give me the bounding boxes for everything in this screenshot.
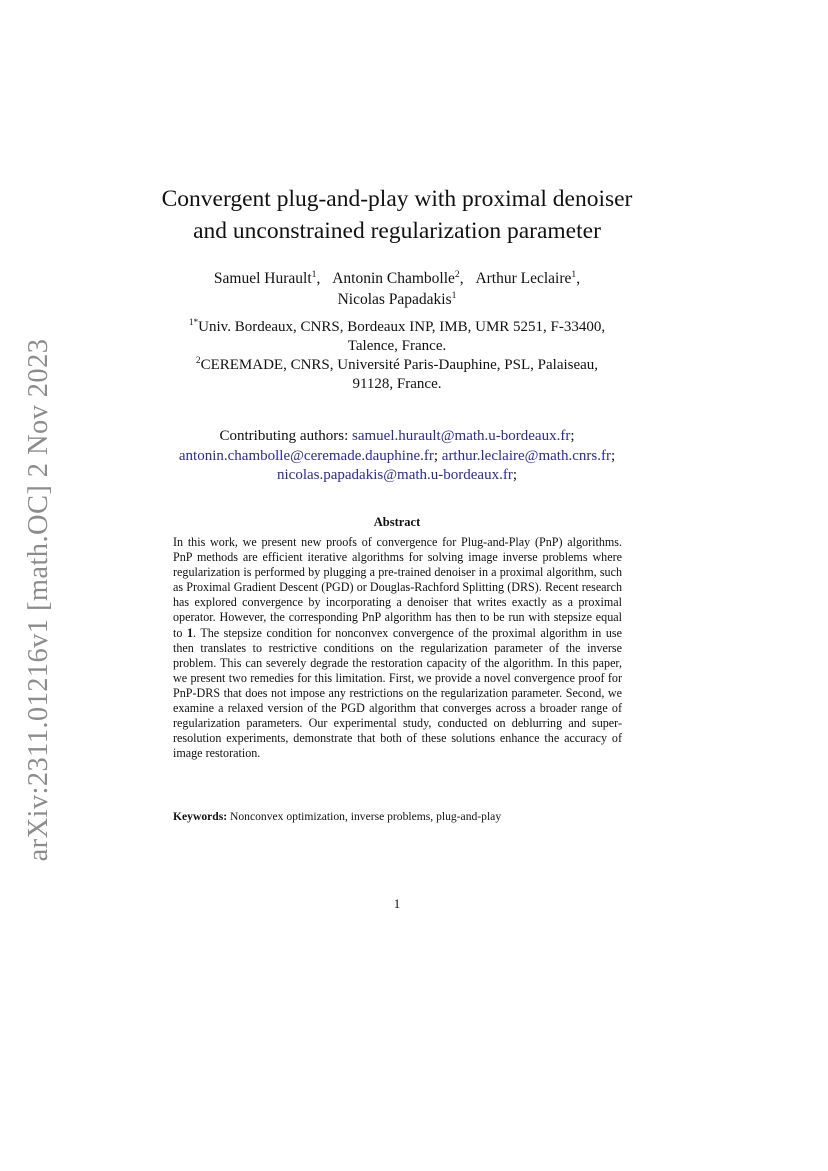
arxiv-side-identifier: [19, 338, 59, 862]
affiliations: [0, 318, 794, 394]
email-link[interactable]: arthur.leclaire@math.cnrs.fr: [441, 447, 611, 464]
keywords: [173, 809, 622, 824]
keywords-label: Keywords:: [173, 810, 228, 823]
abstract-heading: Abstract: [373, 515, 421, 529]
author: Samuel Hurault$^1$,: [213, 268, 321, 287]
author: Antonin Chambolle$^2$,: [332, 268, 464, 287]
email-link[interactable]: nicolas.papadakis@math.u-bordeaux.fr: [277, 467, 513, 483]
affiliation-2: $^2$CEREMADE, CNRS, Université Paris-Dauphine, PSL, Palaiseau,: [195, 356, 599, 373]
email-link[interactable]: samuel.hurault@math.u-bordeaux.fr: [352, 428, 571, 444]
affiliation-1: $^{1*}$Univ. Bordeaux, CNRS, Bordeaux INP, IMB, UMR 5251, F-33400,: [188, 318, 606, 335]
page-number: 1: [393, 896, 401, 911]
author: Nicolas Papadakis$^1$: [337, 289, 457, 308]
author: Arthur Leclaire$^1$,: [475, 268, 581, 287]
abstract-body: In this work, we present new proofs of convergence for Plug-and-Play (PnP) algorithms. PnP methods are efficient iterative algorithms for solving image inverse problems where regularization is performed by plugging a pre-trained denoiser in a proximal algorithm, such as Proximal Gradient Descent (PGD) or Douglas-Rachford Splitting (DRS). Recent research has explored convergence by incorporating a denoiser that writes exactly as a proximal operator. However, the corresponding PnP algorithm has then to be run with stepsize equal to 1. The stepsize condition for nonconvex convergence of the proximal algorithm in use then translates to restrictive conditions on the regularization parameter of the inverse problem. This can severely degrade the restoration capacity of the algorithm. In this paper, we present two remedies for this limitation. First, we provide a novel convergence proof for PnP-DRS that does not impose any restrictions on the regularization parameter. Second, we examine a relaxed version of the PGD algorithm that converges across a broader range of regularization parameters. Our experimental study, conducted on deblurring and super-resolution experiments, demonstrate that both of these solutions enhance the accuracy of image restoration.: [173, 535, 622, 761]
contributing-label: Contributing authors:: [219, 428, 349, 444]
title-line-1: Convergent plug-and-play with proximal denoiser: [161, 186, 633, 212]
affiliation-1-cont: Talence, France.: [347, 338, 447, 354]
affiliation-2-cont: 91128, France.: [352, 376, 442, 392]
arxiv-id-text: arXiv:2311.01216v1 [math.OC] 2 Nov 2023: [23, 338, 54, 862]
keywords-text: Nonconvex optimization, inverse problems, plug-and-play: [230, 810, 502, 823]
author-list: [0, 268, 794, 310]
title-line-2: and unconstrained regularization parameter: [193, 218, 601, 244]
contributing-authors: Contributing authors: samuel.hurault@math.u-bordeaux.fr; antonin.chambolle@ceremade.dauphine.fr; arthur.leclaire@math.cnrs.fr; nicolas.papadakis@math.u-bordeaux.fr;: [178, 428, 616, 483]
paper-title: [0, 183, 794, 247]
email-link[interactable]: antonin.chambolle@ceremade.dauphine.fr: [178, 447, 434, 464]
